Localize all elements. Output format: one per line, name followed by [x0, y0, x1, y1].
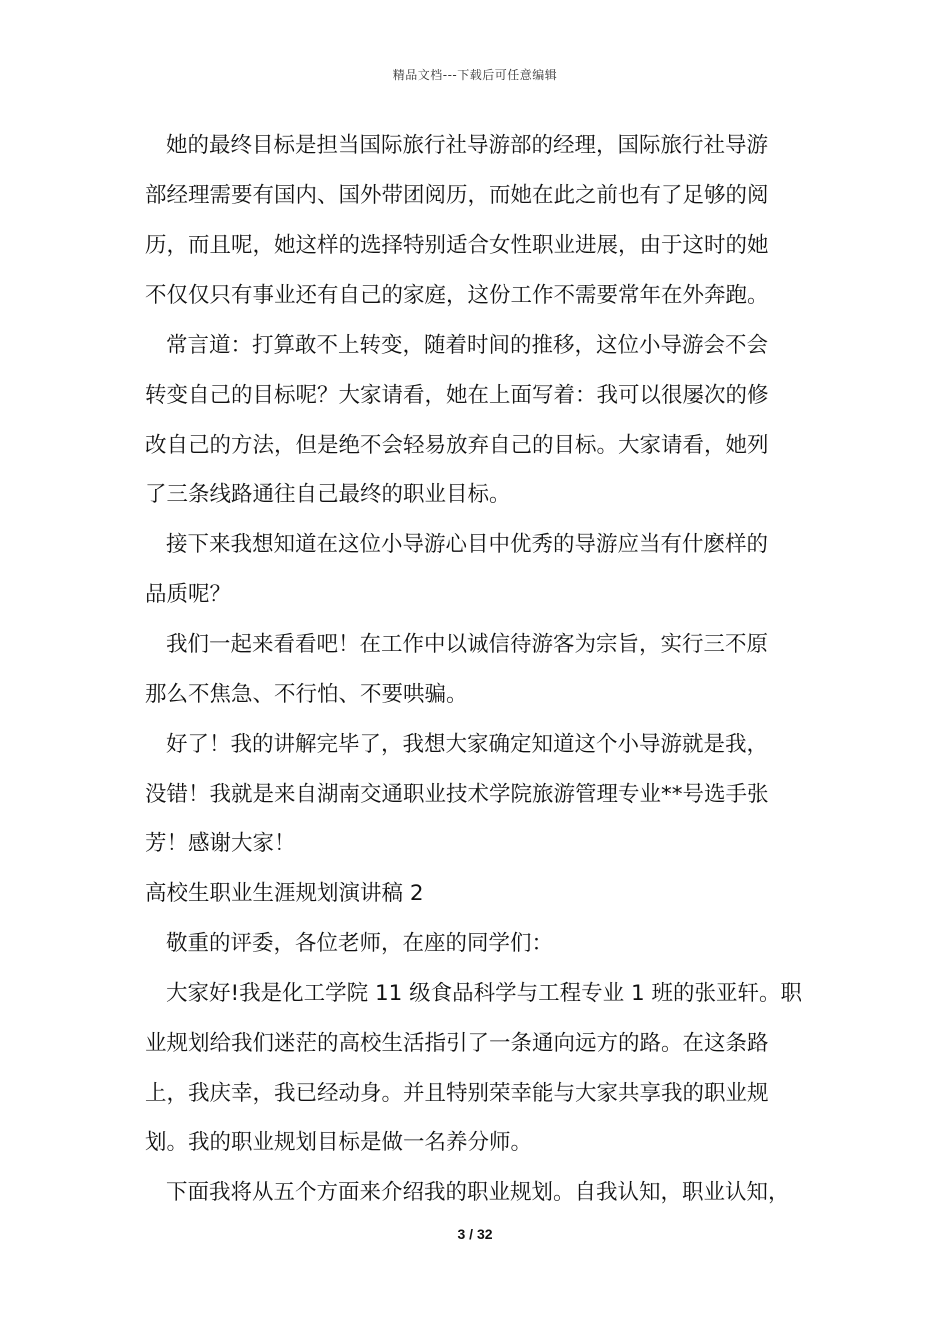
body-line: 常言道：打算敢不上转变，随着时间的推移，这位小导游会不会	[166, 333, 769, 358]
body-line: 大家好!我是化工学院 11 级食品科学与工程专业 1 班的张亚轩。职	[166, 981, 802, 1006]
body-line: 转变自己的目标呢？大家请看，她在上面写着：我可以很屡次的修	[145, 383, 769, 408]
body-line: 历，而且呢，她这样的选择特别适合女性职业进展，由于这时的她	[145, 233, 769, 258]
section-heading: 高校生职业生涯规划演讲稿 2	[145, 881, 424, 906]
body-line: 部经理需要有国内、国外带团阅历，而她在此之前也有了足够的阅	[145, 183, 769, 208]
body-line: 了三条线路通往自己最终的职业目标。	[145, 482, 511, 507]
body-line: 业规划给我们迷茫的高校生活指引了一条通向远方的路。在这条路	[145, 1031, 769, 1056]
body-line: 没错！我就是来自湖南交通职业技术学院旅游管理专业**号选手张	[145, 782, 769, 807]
body-line: 上，我庆幸，我已经动身。并且特别荣幸能与大家共享我的职业规	[145, 1081, 769, 1106]
page-number: 3 / 32	[457, 1226, 493, 1242]
body-line: 划。我的职业规划目标是做一名养分师。	[145, 1130, 533, 1155]
body-line: 那么不焦急、不行怕、不要哄骗。	[145, 682, 468, 707]
body-line: 接下来我想知道在这位小导游心目中优秀的导游应当有什麽样的	[166, 532, 769, 557]
body-line: 不仅仅只有事业还有自己的家庭，这份工作不需要常年在外奔跑。	[145, 283, 769, 308]
body-line: 品质呢？	[145, 582, 232, 607]
body-line: 好了！我的讲解完毕了，我想大家确定知道这个小导游就是我，	[166, 732, 769, 757]
body-line: 我们一起来看看吧！在工作中以诚信待游客为宗旨，实行三不原	[166, 632, 769, 657]
body-line: 改自己的方法，但是绝不会轻易放弃自己的目标。大家请看，她列	[145, 433, 769, 458]
body-line: 她的最终目标是担当国际旅行社导游部的经理，国际旅行社导游	[166, 133, 769, 158]
body-line: 芳！感谢大家！	[145, 831, 296, 856]
body-line: 下面我将从五个方面来介绍我的职业规划。自我认知，职业认知，	[166, 1180, 790, 1205]
page-header: 精品文档---下载后可任意编辑	[392, 68, 558, 82]
body-line: 敬重的评委，各位老师，在座的同学们：	[166, 931, 554, 956]
